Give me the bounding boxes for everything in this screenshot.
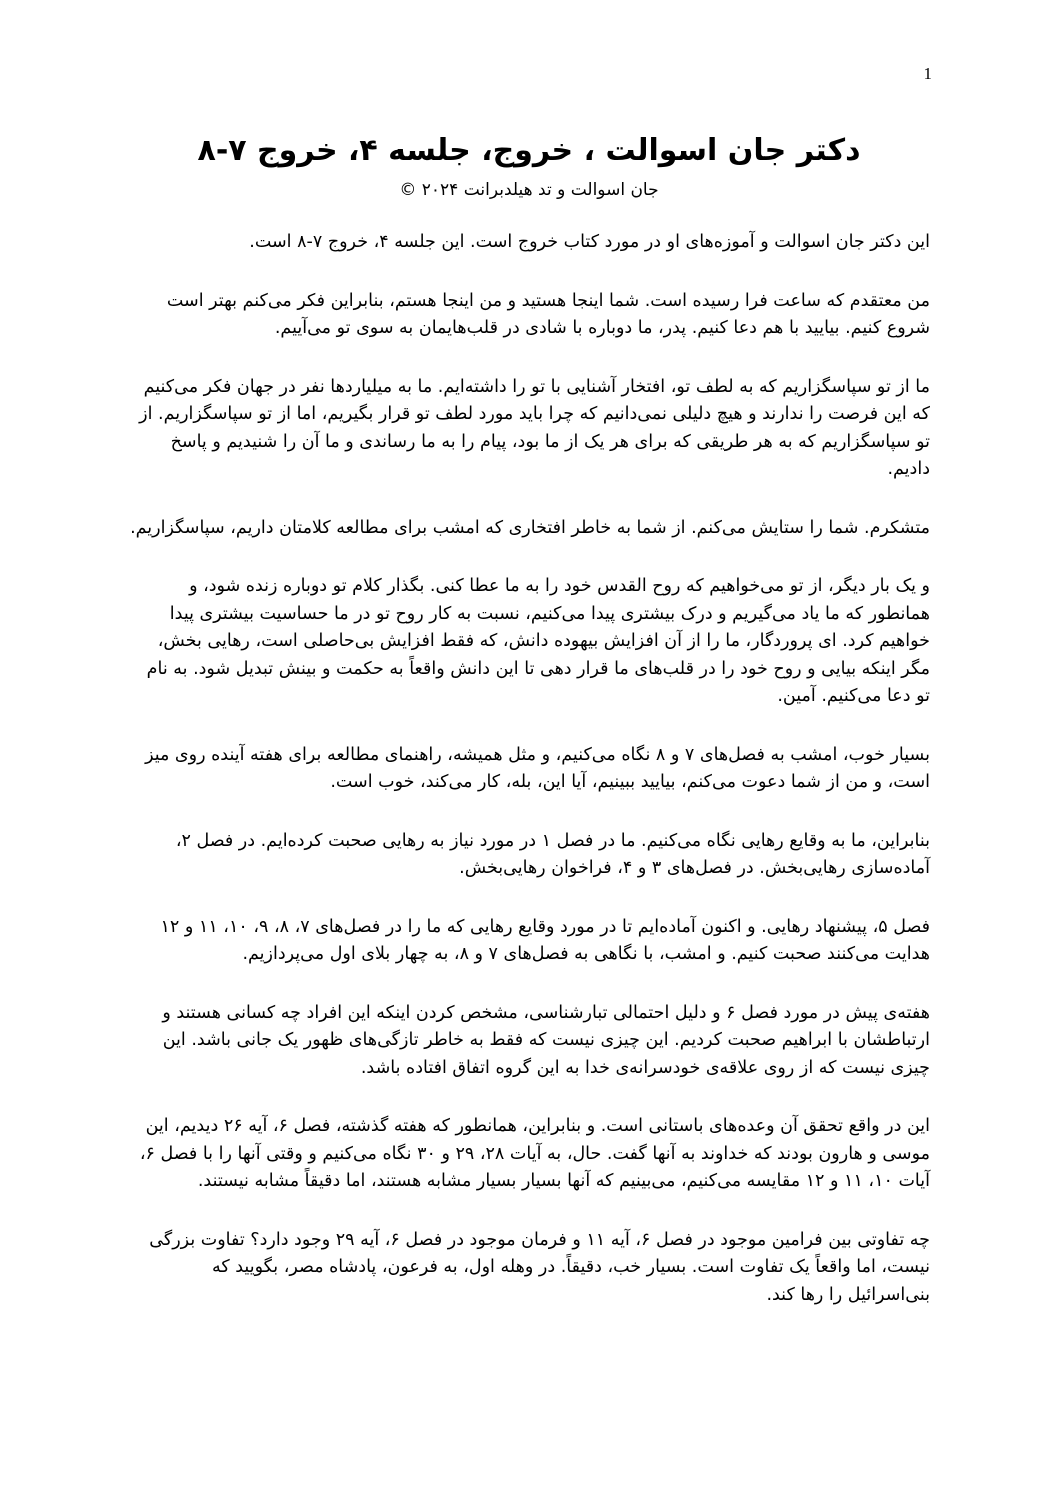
paragraph: و یک بار دیگر، از تو می‌خواهیم که روح القدس خود را به ما عطا کنی. بگذار کلام تو دوباره زنده شود، و همانطور که ما یاد می‌گیریم و درک بیشتری پیدا می‌کنیم، نسبت به کار روح تو در ما حساسیت بیشتری پیدا خواهیم کرد. ای پروردگار، ما را از آن افزایش بیهوده دانش، که فقط افزایش بی‌حاصلی است، رهایی بخش، مگر اینکه بیایی و روح خود را در قلب‌های ما قرار دهی تا این دانش واقعاً به حکمت و بینش تبدیل شود. به نام تو دعا می‌کنیم. آمین. [146,576,930,706]
paragraph: ما از تو سپاسگزاریم که به لطف تو، افتخار آشنایی با تو را داشته‌ایم. ما به میلیاردها نفر در جهان فکر می‌کنیم که این فرصت را ندارند و هیچ دلیلی نمی‌دانیم که چرا باید مورد لطف تو قرار بگیریم، اما از تو سپاسگزاریم. از تو سپاسگزاریم که به هر طریقی که برای هر یک از ما بود، پیام را به ما رساندی و ما آن را شنیدیم و پاسخ دادیم. [139,376,930,479]
paragraph: من معتقدم که ساعت فرا رسیده است. شما اینجا هستید و من اینجا هستم، بنابراین فکر می‌کنم بهتر است شروع کنیم. بیایید با هم دعا کنیم. پدر، ما دوباره با شادی در قلب‌هایمان به سوی تو می‌آییم. [166,290,930,338]
paragraph: بسیار خوب، امشب به فصل‌های ۷ و ۸ نگاه می‌کنیم، و مثل همیشه، راهنمای مطالعه برای هفته آینده روی میز است، و من از شما دعوت می‌کنم، بیایید ببینیم، آیا این، بله، کار می‌کند، خوب است. [145,744,930,792]
document-subtitle: جان اسوالت و تد هیلدبرانت ۲۰۲۴ © [399,180,659,200]
paragraph: متشکرم. شما را ستایش می‌کنم. از شما به خاطر افتخاری که امشب برای مطالعه کلامتان داریم، سپاسگزاریم. [130,517,930,538]
document-body [128,229,930,1340]
paragraph: هفته‌ی پیش در مورد فصل ۶ و دلیل احتمالی تبارشناسی، مشخص کردن اینکه این افراد چه کسانی هستند و ارتباطشان با ابراهیم صحبت کردیم. این چیزی نیست که فقط به خاطر تازگی‌های ظهور یک جانی باشد. این چیزی نیست که از روی علاقه‌ی خودسرانه‌ی خدا به این گروه اتفاق افتاده باشد. [162,1002,930,1078]
paragraph: چه تفاوتی بین فرامین موجود در فصل ۶، آیه ۱۱ و فرمان موجود در فصل ۶، آیه ۲۹ وجود دارد؟ تفاوت بزرگی نیست، اما واقعاً یک تفاوت است. بسیار خب، دقیقاً. در وهله اول، به فرعون، پادشاه مصر، بگویید که بنی‌اسرائیل را رها کند. [149,1229,930,1305]
paragraph: بنابراین، ما به وقایع رهایی نگاه می‌کنیم. ما در فصل ۱ در مورد نیاز به رهایی صحبت کرده‌ایم. در فصل ۲، آماده‌سازی رهایی‌بخش. در فصل‌های ۳ و ۴، فراخوان رهایی‌بخش. [175,830,930,878]
page-number: 1 [923,64,932,83]
paragraph: این دکتر جان اسوالت و آموزه‌های او در مورد کتاب خروج است. این جلسه ۴، خروج ۷-۸ است. [249,232,930,252]
document-title: دکتر جان اسوالت ، خروج، جلسه ۴، خروج ۷-۸ [197,133,861,168]
paragraph: فصل ۵، پیشنهاد رهایی. و اکنون آماده‌ایم تا در مورد وقایع رهایی که ما را در فصل‌های ۷، ۸، ۹، ۱۰، ۱۱ و ۱۲ هدایت می‌کنند صحبت کنیم. و امشب، با نگاهی به فصل‌های ۷ و ۸، به چهار بلای اول می‌پردازیم. [160,916,930,964]
paragraph: این در واقع تحقق آن وعده‌های باستانی است. و بنابراین، همانطور که هفته گذشته، فصل ۶، آیه ۲۶ دیدیم، این موسی و هارون بودند که خداوند به آنها گفت. حال، به آیات ۲۸، ۲۹ و ۳۰ نگاه می‌کنیم و وقتی آنها را با فصل ۶، آیات ۱۰، ۱۱ و ۱۲ مقایسه می‌کنیم، می‌بینیم که آنها بسیار بسیار مشابه هستند، اما دقیقاً مشابه نیستند. [139,1116,930,1191]
